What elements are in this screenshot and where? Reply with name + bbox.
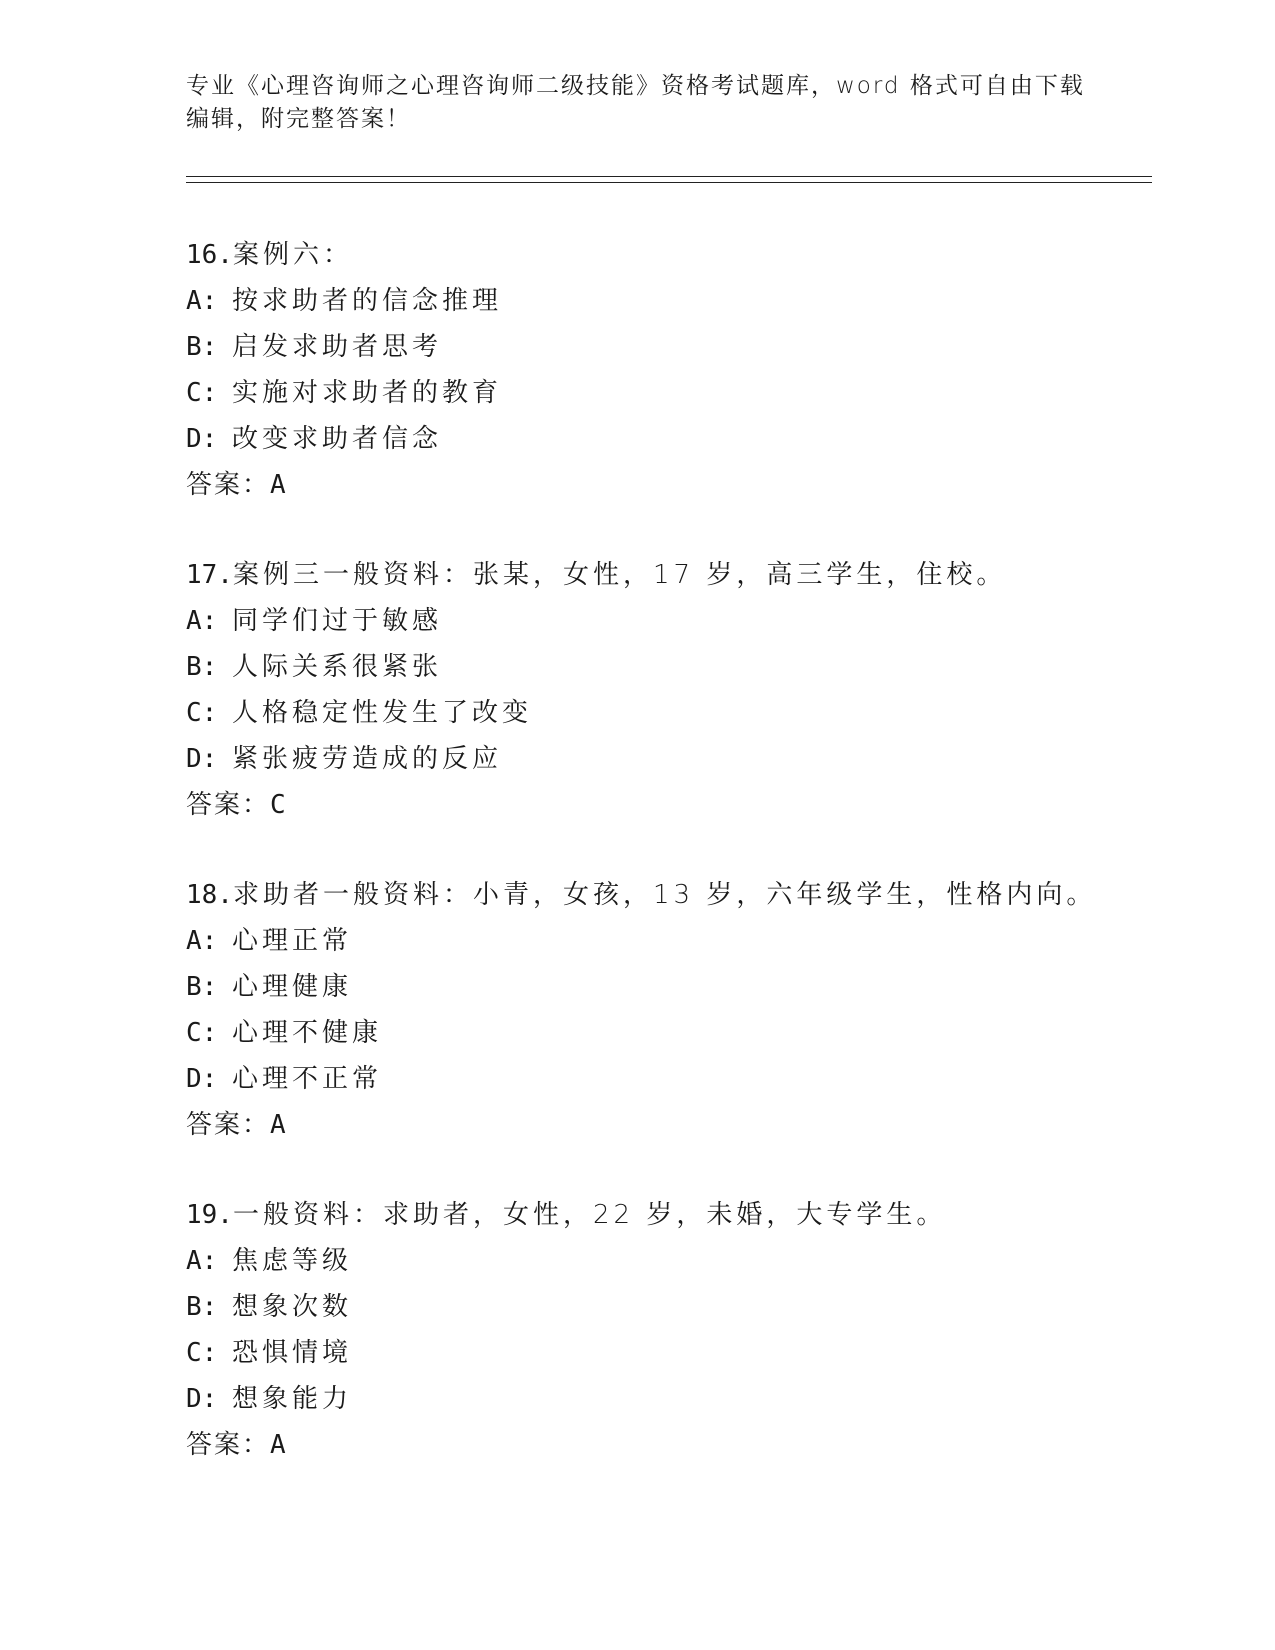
option-letter: B: [186, 972, 218, 1002]
question-number: 17. [186, 560, 233, 590]
question-text: 案例三一般资料：张某，女性，17 岁，高三学生，住校。 [232, 560, 1007, 590]
answer-value: A [270, 470, 286, 500]
option-letter: C: [186, 698, 218, 728]
answer-label: 答案： [186, 1430, 271, 1460]
option-text: 启发求助者思考 [232, 332, 443, 362]
answer-line [186, 1422, 1152, 1468]
option-letter: A: [186, 286, 218, 316]
option-b [186, 1284, 1152, 1330]
document-header [186, 70, 1086, 136]
option-letter: A: [186, 606, 218, 636]
option-text: 心理健康 [232, 972, 353, 1002]
header-rule-bottom [186, 182, 1152, 183]
question-16 [186, 232, 1152, 508]
option-b [186, 644, 1152, 690]
question-stem [186, 232, 1152, 278]
answer-value: A [270, 1430, 286, 1460]
option-text: 同学们过于敏感 [232, 606, 443, 636]
option-c [186, 690, 1152, 736]
option-letter: B: [186, 332, 218, 362]
option-d [186, 736, 1152, 782]
question-stem [186, 552, 1152, 598]
option-letter: D: [186, 744, 218, 774]
answer-line [186, 782, 1152, 828]
answer-line [186, 1102, 1152, 1148]
option-text: 心理正常 [232, 926, 353, 956]
answer-value: A [270, 1110, 286, 1140]
option-a [186, 918, 1152, 964]
header-line-1: 专业《心理咨询师之心理咨询师二级技能》资格考试题库，word 格式可自由下载 [186, 73, 1085, 99]
option-d [186, 1056, 1152, 1102]
option-letter: D: [186, 1064, 218, 1094]
option-letter: B: [186, 1292, 218, 1322]
question-18 [186, 872, 1152, 1148]
option-c [186, 1330, 1152, 1376]
question-text: 求助者一般资料：小青，女孩，13 岁，六年级学生，性格内向。 [232, 880, 1097, 910]
option-text: 恐惧情境 [232, 1338, 353, 1368]
option-c [186, 1010, 1152, 1056]
option-letter: B: [186, 652, 218, 682]
option-letter: C: [186, 378, 218, 408]
question-number: 18. [186, 880, 233, 910]
option-text: 焦虑等级 [232, 1246, 353, 1276]
header-rule-top [186, 176, 1152, 177]
option-a [186, 598, 1152, 644]
option-text: 心理不健康 [232, 1018, 383, 1048]
option-d [186, 416, 1152, 462]
option-letter: C: [186, 1018, 218, 1048]
option-text: 想象能力 [232, 1384, 353, 1414]
option-a [186, 278, 1152, 324]
question-number: 16. [186, 240, 233, 270]
question-19 [186, 1192, 1152, 1468]
option-d [186, 1376, 1152, 1422]
answer-line [186, 462, 1152, 508]
answer-label: 答案： [186, 790, 271, 820]
question-17 [186, 552, 1152, 828]
option-letter: D: [186, 1384, 218, 1414]
option-text: 人际关系很紧张 [232, 652, 443, 682]
header-line-2: 编辑，附完整答案！ [186, 106, 411, 132]
option-text: 心理不正常 [232, 1064, 383, 1094]
option-letter: D: [186, 424, 218, 454]
question-stem [186, 872, 1152, 918]
option-text: 想象次数 [232, 1292, 353, 1322]
option-text: 人格稳定性发生了改变 [232, 698, 533, 728]
question-list [186, 232, 1152, 1512]
option-b [186, 964, 1152, 1010]
answer-value: C [270, 790, 286, 820]
answer-label: 答案： [186, 1110, 271, 1140]
question-text: 一般资料：求助者，女性，22 岁，未婚，大专学生。 [232, 1200, 947, 1230]
option-letter: C: [186, 1338, 218, 1368]
question-text: 案例六： [232, 240, 353, 270]
option-text: 紧张疲劳造成的反应 [232, 744, 503, 774]
answer-label: 答案： [186, 470, 271, 500]
option-letter: A: [186, 1246, 218, 1276]
question-number: 19. [186, 1200, 233, 1230]
option-text: 按求助者的信念推理 [232, 286, 503, 316]
option-letter: A: [186, 926, 218, 956]
option-c [186, 370, 1152, 416]
option-a [186, 1238, 1152, 1284]
option-text: 实施对求助者的教育 [232, 378, 503, 408]
option-text: 改变求助者信念 [232, 424, 443, 454]
question-stem [186, 1192, 1152, 1238]
option-b [186, 324, 1152, 370]
